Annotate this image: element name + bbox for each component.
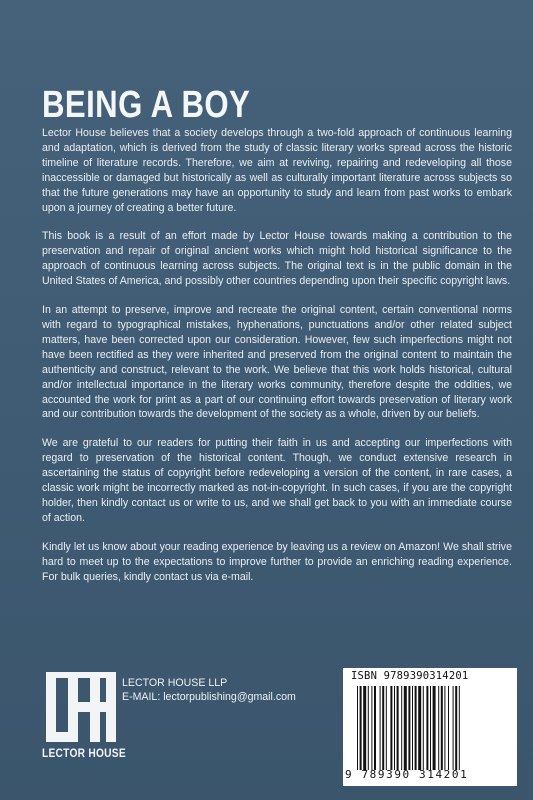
paragraph-intro: Lector House believes that a society develops through a two-fold approach of continuous learning and adaptation, which is derived from the study of classic literary works spread across the historic timeline of literature records. Therefore, we aim at reviving, repairing and redeveloping all those inaccessible or damaged but historically as well as culturally important literature across subjects so that the future generations may have an opportunity to study and learn from past works to embark upon a journey of creating a better future. [42,127,512,214]
publisher-name: LECTOR HOUSE LLP [122,677,228,689]
lector-house-logo-icon [44,670,118,744]
isbn-label: ISBN 9789390314201 [351,670,469,682]
book-title: BEING A BOY [42,84,251,126]
publisher-logo [42,670,124,760]
isbn-barcode [343,668,517,786]
barcode-digits: 9 789390 314201 [345,768,469,781]
description-text [42,126,512,598]
paragraph-gratitude: We are grateful to our readers for putting their faith in us and accepting our imperfections with regard to preservation of the historical content. Though, we conduct extensive research in ascertaining the status of copyright before redeveloping a version of the content, in rare cases, a classic work might be incorrectly marked as not-in-copyright. In such cases, if you are the copyright holder, then kindly contact us or write to us, and we shall get back to you with an immediate course of action. [42,437,512,524]
logo-wordmark: LECTOR HOUSE [42,746,126,760]
barcode-icon [355,686,505,770]
paragraph-review: Kindly let us know about your reading experience by leaving us a review on Amazon! We shall strive hard to meet up to the expectations to improve further to provide an enriching reading experience. For bulk queries, kindly contact us via e-mail. [42,540,512,583]
publisher-info [122,676,296,704]
paragraph-preservation: In an attempt to preserve, improve and recreate the original content, certain conventional norms with regard to typographical mistakes, hyphenations, punctuations and/or other related subject matters, have been corrected upon our consideration. However, few such imperfections might not have been rectified as they were inherited and preserved from the original content to maintain the authenticity and construct, relevant to the work. We believe that this work holds historical, cultural and/or intellectual importance in the literary works community, therefore despite the oddities, we accounted the work for print as a part of our continuing effort towards preservation of literary work and our contribution towards the development of the society as a whole, driven by our beliefs. [42,304,512,421]
paragraph-effort: This book is a result of an effort made by Lector House towards making a contribution to the preservation and repair of original ancient works which might hold historical significance to the approach of continuous learning across subjects. The original text is in the public domain in the United States of America, and possibly other countries depending upon their specific copyright laws. [42,230,512,288]
publisher-email: E-MAIL: lectorpublishing@gmail.com [122,691,296,703]
